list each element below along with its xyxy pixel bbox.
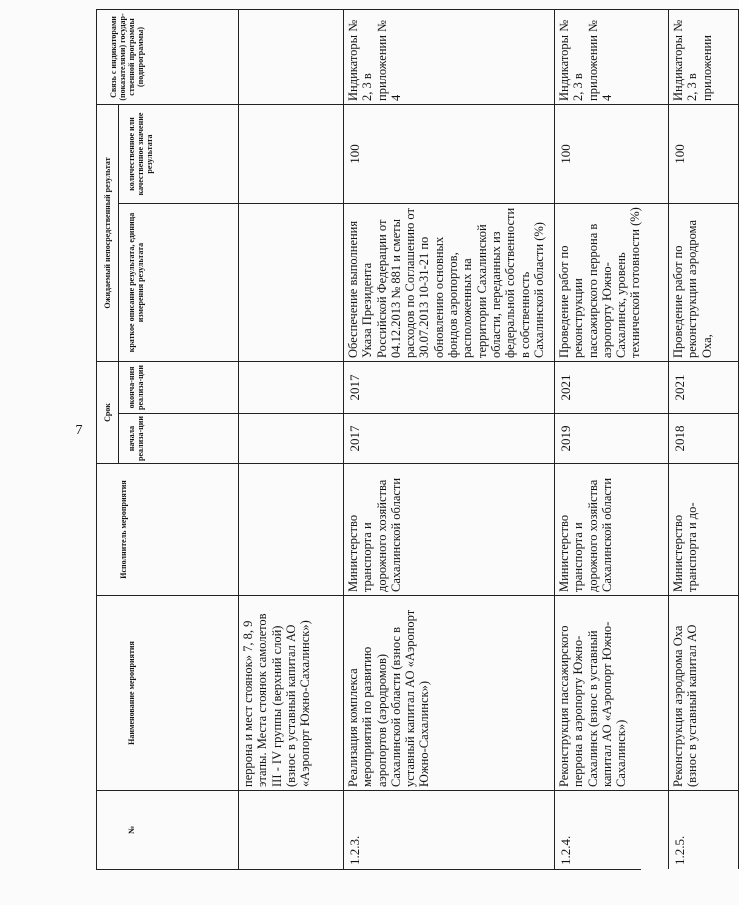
table-row xyxy=(669,9,739,869)
row-desc xyxy=(239,203,344,361)
row-no xyxy=(239,790,344,869)
row-link: Индикаторы № 2, 3 в приложении № 4 xyxy=(344,9,555,104)
header-executor: Исполнитель мероприятия xyxy=(97,463,239,595)
row-value: 100 xyxy=(669,104,739,203)
row-name: Реконструкция аэродрома Оха (взнос в уставный капитал АО xyxy=(669,595,739,790)
header-name: Наименование мероприятия xyxy=(97,595,239,790)
header-term-title: Срок xyxy=(97,362,119,463)
header-term-end: оконча-ния реализа-ции xyxy=(127,365,145,410)
table-row xyxy=(239,9,344,869)
row-end: 2021 xyxy=(669,361,739,413)
row-end xyxy=(239,361,344,413)
row-desc: Проведение работ по реконструкции аэродрома Оха, xyxy=(669,203,739,361)
row-executor: Министерство транспорта и дорожного хозяйства Сахалинской области xyxy=(344,463,555,595)
page-number: 7 xyxy=(75,423,83,438)
row-desc: Обеспечение выполнения Указа Президента Российской Федерации от 04.12.2013 № 881 и сметы расходов по Соглашению от 30.07.2013 10-31-21 по обновлению основных фондов аэропортов, расположенных на территории Сахалинской области, переданных из федеральной собственности в собственность Сахалинской области (%) xyxy=(344,203,555,361)
header-link: Связь с индикаторами (показателями) государ-ственной программы (подпрограммы) xyxy=(97,9,239,104)
row-start: 2019 xyxy=(555,413,669,463)
row-end: 2021 xyxy=(555,361,669,413)
measures-table xyxy=(96,9,714,870)
row-start: 2017 xyxy=(344,413,555,463)
row-executor xyxy=(239,463,344,595)
row-name: Реконструкция пассажирского перрона в аэропорту Южно-Сахалинск (взнос в уставный капитал АО «Аэропорт Южно-Сахалинск») xyxy=(555,595,669,790)
row-no: 1.2.4. xyxy=(555,790,669,869)
row-no: 1.2.3. xyxy=(344,790,555,869)
table-header xyxy=(97,9,239,869)
row-link: Индикаторы № 2, 3 в приложении xyxy=(669,9,739,104)
header-result-value: количественное или качественное значение результата xyxy=(127,112,154,196)
header-result-desc: краткое описание результата, единица измерения результата xyxy=(119,203,238,361)
row-executor: Министерство транспорта и до- xyxy=(669,463,739,595)
row-start: 2018 xyxy=(669,413,739,463)
header-result-title: Ожидаемый непосредственный результат xyxy=(97,105,119,361)
row-value: 100 xyxy=(555,104,669,203)
header-result xyxy=(97,104,239,361)
row-value xyxy=(239,104,344,203)
row-link: Индикаторы № 2, 3 в приложении № 4 xyxy=(555,9,669,104)
row-name: Реализация комплекса мероприятий по развитию аэропортов (аэродромов) Сахалинской области (взнос в уставный капитал АО «Аэропорт Южно-Сахалинск») xyxy=(344,595,555,790)
row-desc: Проведение работ по реконструкции пассажирского перрона в аэропорту Южно-Сахалинск, уровень технической готовности (%) xyxy=(555,203,669,361)
row-value: 100 xyxy=(344,104,555,203)
row-end: 2017 xyxy=(344,361,555,413)
header-term-start: начала реализа-ции xyxy=(119,413,238,463)
header-no: № xyxy=(97,790,239,869)
row-name: перрона и мест стоянок» 7, 8, 9 этапы. Места стоянок самолетов III - IV группы (верхний слой) (взнос в уставный капитал АО «Аэропорт Южно-Сахалинск») xyxy=(239,595,344,790)
row-start xyxy=(239,413,344,463)
row-no: 1.2.5. xyxy=(669,790,739,869)
header-term xyxy=(97,361,239,463)
table-row xyxy=(555,9,669,869)
table-row xyxy=(344,9,555,869)
row-executor: Министерство транспорта и дорожного хозяйства Сахалинской области xyxy=(555,463,669,595)
row-link xyxy=(239,9,344,104)
